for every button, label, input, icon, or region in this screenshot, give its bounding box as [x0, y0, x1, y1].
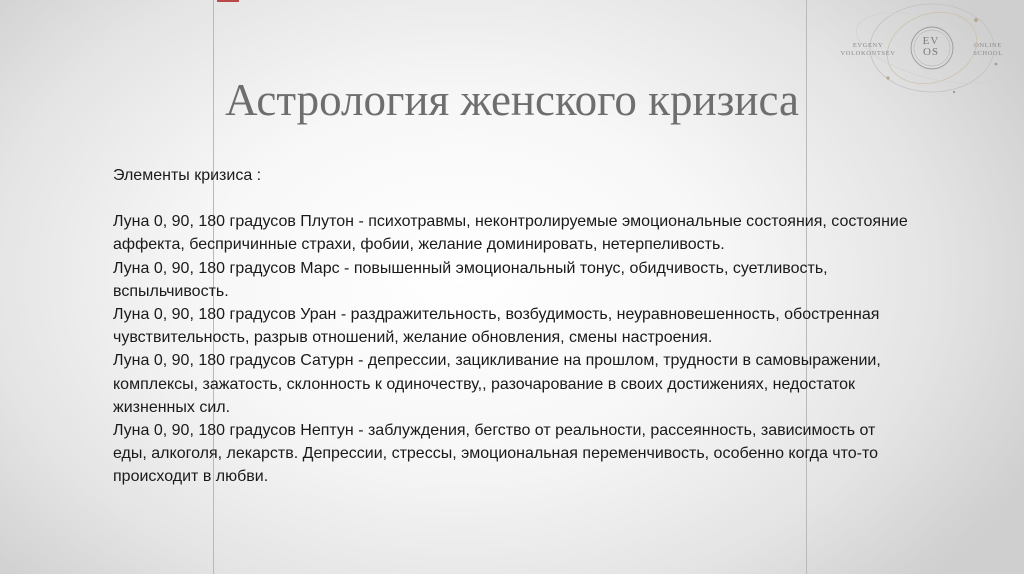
crisis-item-pluto: Луна 0, 90, 180 градусов Плутон - психотравмы, неконтролируемые эмоциональные состояния, состояние аффекта, беспричинные страхи, фобии, желание доминировать, нетерпеливость. — [113, 213, 908, 254]
logo-monogram: EV OS — [922, 35, 940, 58]
top-accent-mark — [217, 0, 239, 2]
slide-title: Астрология женского кризиса — [225, 75, 799, 125]
crisis-item-uranus: Луна 0, 90, 180 градусов Уран - раздражительность, возбудимость, неуравновешенность, обостренная чувствительность, разрыв отношений, желание обновления, смены настроения. — [113, 306, 880, 347]
crisis-item-neptune: Луна 0, 90, 180 градусов Нептун - заблуждения, бегство от реальности, рассеянность, зависимость от еды, алкоголя, лекарств. Депрессии, стрессы, эмоциональная переменчивость, особенно когда что-то происходит в любви. — [113, 422, 879, 486]
crisis-item-saturn: Луна 0, 90, 180 градусов Сатурн - депрессии, зацикливание на прошлом, трудности в самовыражении, комплексы, зажатость, склонность к одиночеству,, разочарование в своих достижениях, недостаток жизненных сил. — [113, 352, 881, 416]
logo-school-text: ONLINE SCHOOL — [973, 42, 1003, 57]
slide-body — [113, 164, 913, 489]
section-heading: Элементы кризиса : — [113, 167, 262, 184]
crisis-item-mars: Луна 0, 90, 180 градусов Марс - повышенный эмоциональный тонус, обидчивость, суетливость, вспыльчивость. — [113, 259, 828, 300]
logo-name-text: EVGENY VOLOKONTSEV — [840, 42, 896, 57]
